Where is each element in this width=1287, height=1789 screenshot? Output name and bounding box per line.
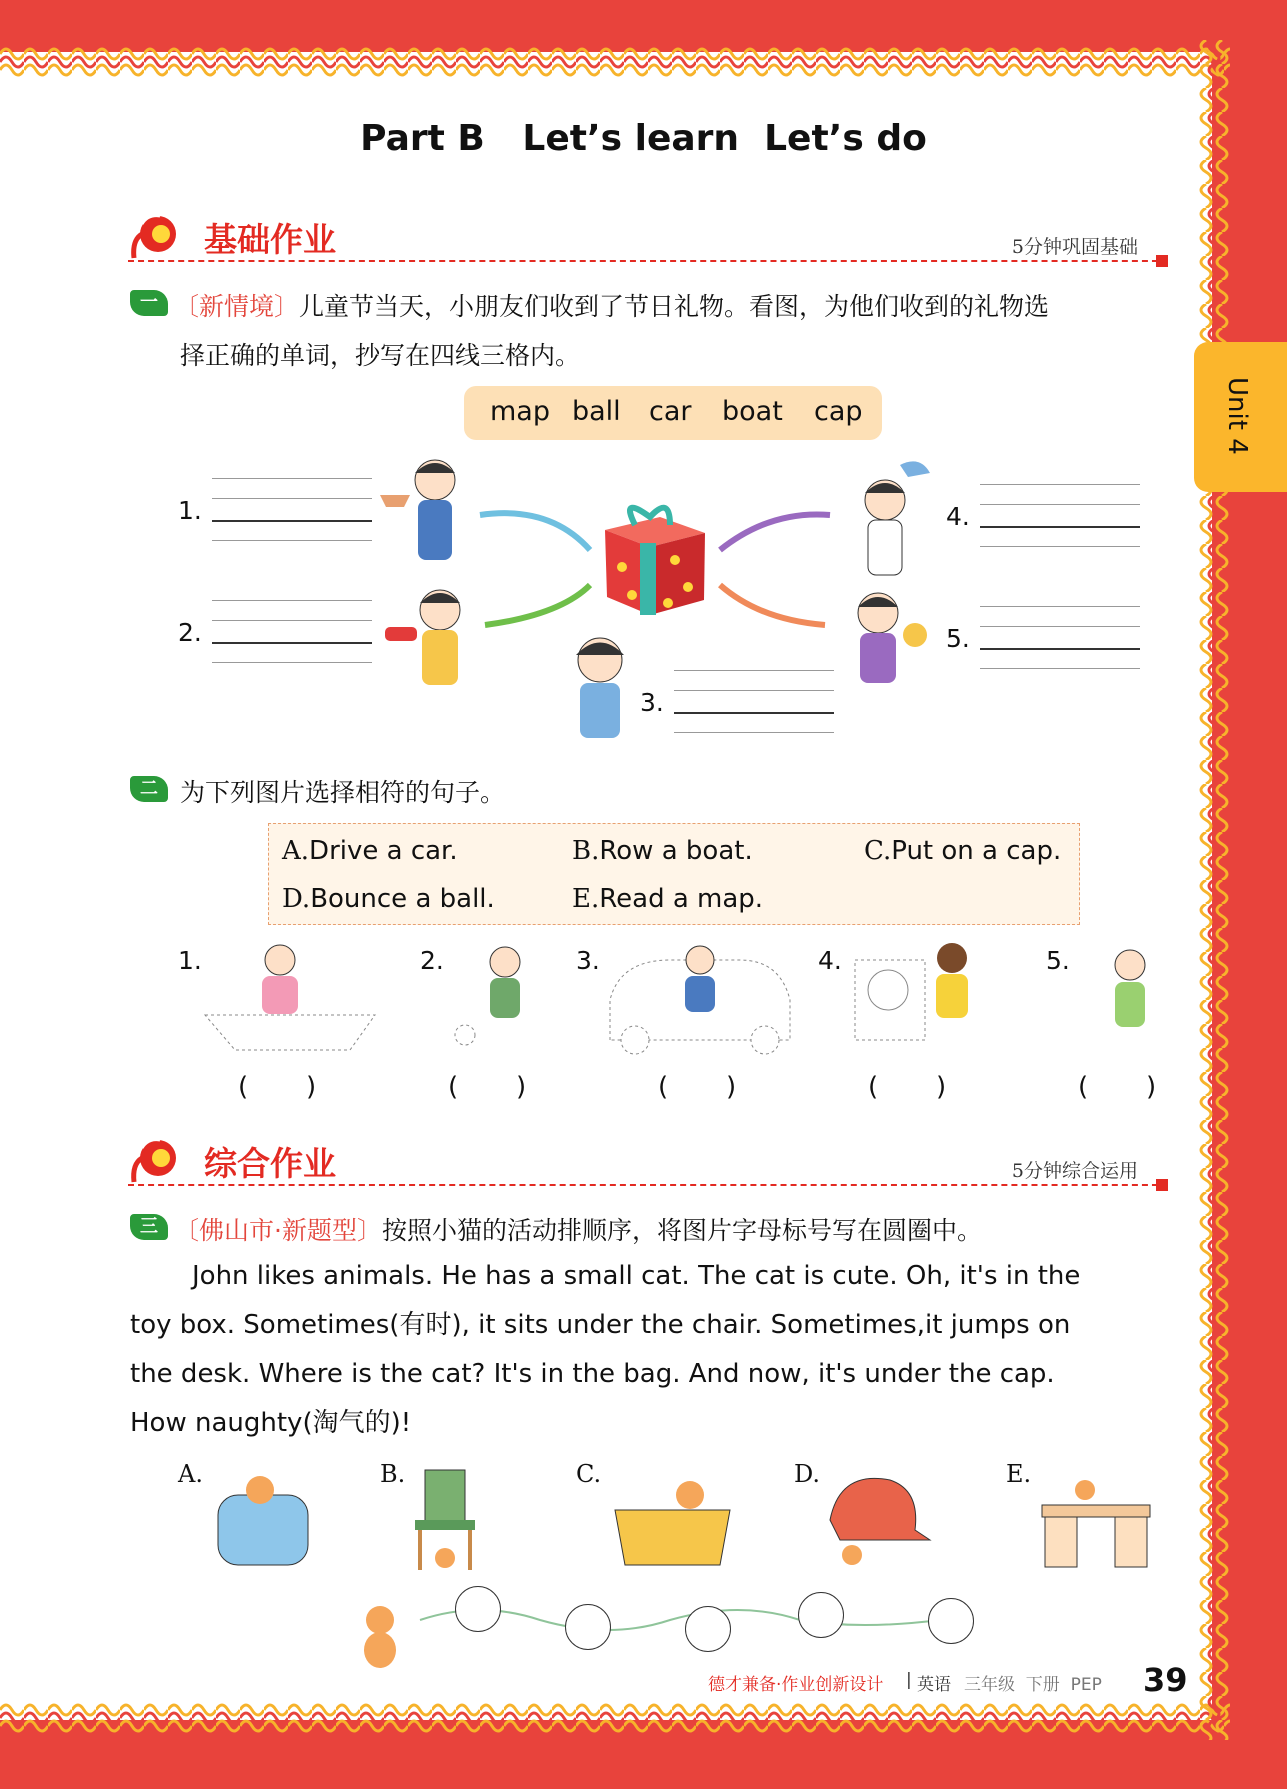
cat-icon xyxy=(364,1606,396,1668)
question-1-line-2: 择正确的单词，抄写在四线三格内。 xyxy=(180,341,581,370)
cat-on-desk-icon xyxy=(1042,1480,1150,1567)
row-a-boat-icon xyxy=(205,945,375,1050)
gift-box-icon xyxy=(605,508,705,615)
footer-info: 三年级 下册 PEP xyxy=(964,1675,1102,1695)
question-3-text: 按照小猫的活动排顺序，将图片字母标号写在圆圈中。 xyxy=(381,1216,982,1245)
footer-separator: | xyxy=(906,1670,912,1690)
wavy-border-right xyxy=(1196,40,1236,1740)
boy-with-cap-icon xyxy=(865,461,930,575)
pic-label-c: C. xyxy=(576,1460,602,1488)
sequence-circle-2[interactable] xyxy=(565,1604,611,1650)
passage-line-1: John likes animals. He has a small cat. The cat is cute. Oh, it's in the xyxy=(192,1261,1081,1291)
q1-item-1-number: 1. xyxy=(178,496,202,525)
q1-item-5-writing-lines[interactable] xyxy=(980,606,1140,670)
cat-in-toy-box-icon xyxy=(615,1481,730,1565)
pic-label-a: A. xyxy=(178,1460,203,1488)
word-bank xyxy=(464,386,882,440)
question-number-3: 三 xyxy=(130,1214,168,1240)
section-hint: 5分钟巩固基础 xyxy=(1011,236,1138,258)
option-b: B.Row a boat. xyxy=(572,836,753,866)
q1-item-2-number: 2. xyxy=(178,618,202,647)
q1-item-4-number: 4. xyxy=(946,502,970,531)
q1-item-2-writing-lines[interactable] xyxy=(212,600,372,664)
footer-subject: 英语 xyxy=(917,1675,951,1695)
q1-item-3-number: 3. xyxy=(640,688,664,717)
word-boat: boat xyxy=(722,396,783,427)
passage-line-2: toy box. Sometimes(有时), it sits under the chair. Sometimes,it jumps on xyxy=(130,1310,1071,1340)
question-1-tag: 〔新情境〕 xyxy=(174,292,300,321)
lightbulb-icon xyxy=(128,212,184,264)
q2-item-5-number: 5. xyxy=(1046,946,1070,975)
cat-pictures xyxy=(200,1460,1160,1575)
section-divider xyxy=(128,260,1168,262)
girl-with-ball-icon xyxy=(858,593,927,683)
section-label: 基础作业 xyxy=(204,220,336,259)
cat-under-chair-icon xyxy=(415,1470,475,1570)
section-divider-end xyxy=(1156,1179,1168,1191)
wavy-border-bottom xyxy=(0,1700,1230,1740)
footer-series: 德才兼备·作业创新设计 xyxy=(708,1675,884,1695)
page-number: 39 xyxy=(1143,1661,1188,1699)
cat-under-cap-icon xyxy=(830,1478,930,1565)
passage-line-3: the desk. Where is the cat? It's in the bag. And now, it's under the cap. xyxy=(130,1359,1055,1389)
option-a: A.Drive a car. xyxy=(282,836,458,866)
section-header-comprehensive xyxy=(128,1132,1168,1192)
q2-item-4-number: 4. xyxy=(818,946,842,975)
section-divider xyxy=(128,1184,1168,1186)
section-header-basic xyxy=(128,208,1168,268)
answer-blank-4[interactable]: ( ) xyxy=(868,1072,947,1102)
lightbulb-icon xyxy=(128,1136,184,1188)
section-label: 综合作业 xyxy=(204,1144,336,1183)
word-car: car xyxy=(649,396,692,427)
action-pictures xyxy=(200,940,1180,1055)
q2-item-3-number: 3. xyxy=(576,946,600,975)
word-cap: cap xyxy=(814,396,863,427)
answer-blank-5[interactable]: ( ) xyxy=(1078,1072,1157,1102)
page-title: Part B Let’s learn Let’s do xyxy=(360,118,927,159)
option-c: C.Put on a cap. xyxy=(864,836,1062,866)
question-3-line xyxy=(174,1211,982,1247)
wavy-border-top xyxy=(0,40,1230,80)
q2-item-1-number: 1. xyxy=(178,946,202,975)
passage-line-4: How naughty(淘气的)! xyxy=(130,1408,412,1438)
pic-label-e: E. xyxy=(1006,1460,1032,1488)
answer-blank-2[interactable]: ( ) xyxy=(448,1072,527,1102)
option-d: D.Bounce a ball. xyxy=(282,884,495,914)
word-ball: ball xyxy=(572,396,621,427)
question-3-tag: 〔佛山市·新题型〕 xyxy=(174,1216,382,1245)
read-a-map-icon xyxy=(855,943,968,1040)
unit-tab-label: Unit 4 xyxy=(1222,377,1252,455)
question-number-2: 二 xyxy=(130,776,168,802)
answer-blank-1[interactable]: ( ) xyxy=(238,1072,317,1102)
q2-item-2-number: 2. xyxy=(420,946,444,975)
question-1-text: 儿童节当天，小朋友们收到了节日礼物。看图，为他们收到的礼物选 xyxy=(299,292,1050,321)
question-2-text: 为下列图片选择相符的句子。 xyxy=(180,778,506,807)
sequence-circle-1[interactable] xyxy=(455,1586,501,1632)
sequence-circle-5[interactable] xyxy=(928,1598,974,1644)
sequence-circle-4[interactable] xyxy=(798,1592,844,1638)
drive-a-car-icon xyxy=(610,946,790,1054)
sequence-circle-3[interactable] xyxy=(685,1606,731,1652)
boy-with-boat-icon xyxy=(380,460,455,560)
q1-item-5-number: 5. xyxy=(946,624,970,653)
pic-label-d: D. xyxy=(794,1460,821,1488)
cat-in-bag-icon xyxy=(218,1476,308,1565)
bounce-a-ball-icon xyxy=(455,947,520,1045)
put-on-a-cap-icon xyxy=(1115,950,1145,1027)
pic-label-b: B. xyxy=(380,1460,406,1488)
sequence-track xyxy=(340,1580,980,1680)
word-map: map xyxy=(490,396,550,427)
option-e: E.Read a map. xyxy=(572,884,764,914)
answer-blank-3[interactable]: ( ) xyxy=(658,1072,737,1102)
question-1-line-1 xyxy=(174,287,1049,323)
gift-illustration xyxy=(370,455,940,745)
unit-tab[interactable] xyxy=(1194,342,1287,492)
boy-with-car-icon xyxy=(385,590,460,685)
section-divider-end xyxy=(1156,255,1168,267)
section-hint: 5分钟综合运用 xyxy=(1011,1160,1138,1182)
q1-item-1-writing-lines[interactable] xyxy=(212,478,372,542)
question-number-1: 一 xyxy=(130,290,168,316)
q1-item-4-writing-lines[interactable] xyxy=(980,484,1140,548)
girl-with-map-icon xyxy=(576,638,624,738)
